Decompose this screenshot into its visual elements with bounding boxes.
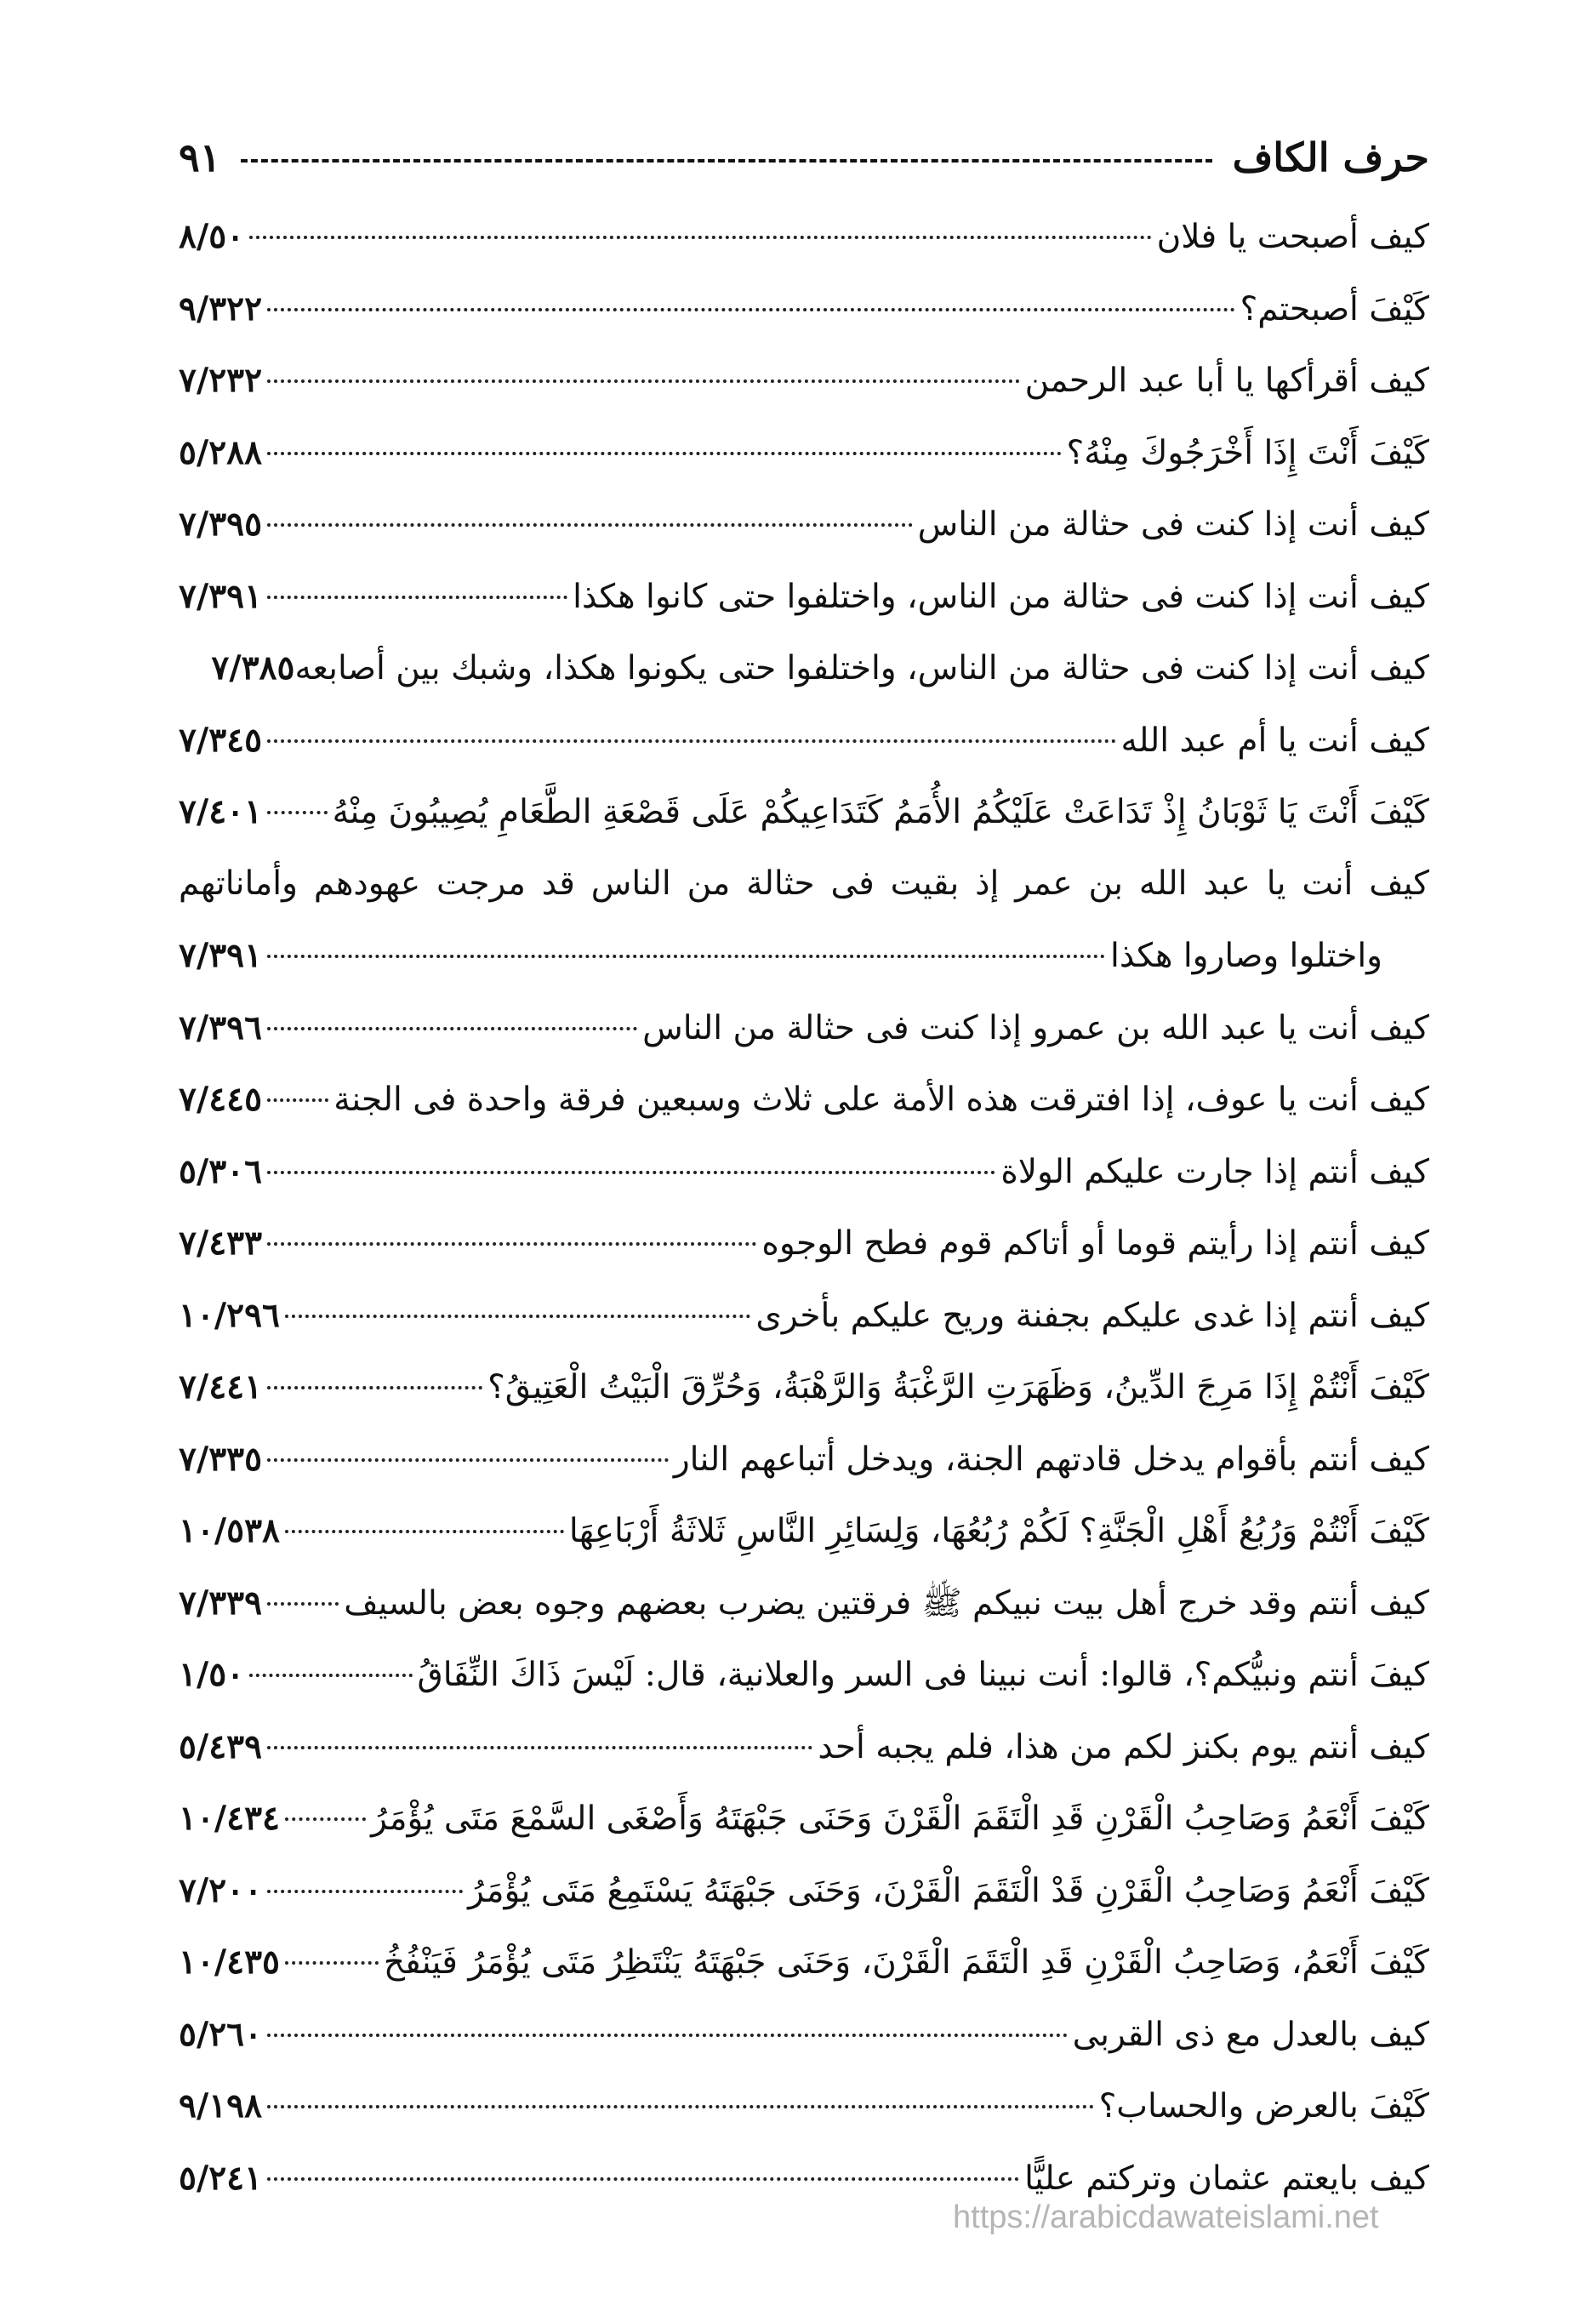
- leader-dots: [267, 523, 913, 527]
- entry-text: كَيْفَ أصبحتم؟: [1240, 289, 1429, 328]
- index-entry: [179, 992, 1429, 1064]
- leader-dots: [249, 1674, 412, 1677]
- index-entry: [179, 2070, 1429, 2142]
- entry-reference: ٥/٢٦٠: [179, 2014, 263, 2054]
- index-entry: [179, 1064, 1429, 1136]
- index-entry: [179, 1639, 1429, 1711]
- entry-text: كيف أنتم بأقوام يدخل قادتهم الجنة، ويدخل أتباعهم النار: [673, 1440, 1429, 1479]
- entry-reference: ٩/٣٢٢: [179, 288, 263, 328]
- entry-text: كيف أنت إذا كنت فى حثالة من الناس، واختلفوا حتى يكونوا هكذا، وشبك بين أصابعه: [294, 649, 1429, 687]
- leader-dots: [285, 1530, 564, 1533]
- index-entry: [179, 1136, 1429, 1208]
- entry-text: كيف أنت يا عبد الله بن عمرو إذا كنت فى حثالة من الناس: [642, 1008, 1429, 1047]
- index-entry: [179, 561, 1429, 633]
- leader-dots: [267, 1458, 669, 1462]
- entry-reference: ٧/٣٣٩: [179, 1583, 263, 1623]
- leader-dots: [285, 1817, 366, 1821]
- index-entry: [179, 1711, 1429, 1783]
- entry-text: كيف أنتم إذا جارت عليكم الولاة: [1000, 1152, 1429, 1191]
- index-entry: [179, 1926, 1429, 1999]
- index-entry: [179, 1280, 1429, 1352]
- book-page: [179, 119, 1429, 2214]
- leader-dots: [267, 2105, 1094, 2108]
- index-entry: [179, 632, 1429, 705]
- entry-reference: ٩/١٩٨: [179, 2086, 263, 2125]
- entry-text: كَيْفَ أَنْعَمُ، وَصَاحِبُ الْقَرْنِ قَدِ الْتَقَمَ الْقَرْنَ، وَحَنَى جَبْهَتَهُ يَنْتَظِرُ مَتَى يُؤْمَرُ فَيَنْفُخُ: [383, 1943, 1429, 1982]
- entry-text: واختلوا وصاروا هكذا: [1110, 937, 1382, 975]
- entry-text: كَيْفَ أَنْتَ إِذَا أَخْرَجُوكَ مِنْهُ؟: [1066, 433, 1429, 472]
- entry-reference: ٥/٢٤١: [179, 2158, 263, 2198]
- leader-dots: [267, 1386, 482, 1389]
- entry-reference: ٧/٣٤٥: [179, 720, 263, 760]
- page-number: ٩١: [179, 134, 221, 180]
- watermark-url: https://arabicdawateislami.net: [953, 2199, 1379, 2235]
- entry-reference: ٧/٢٣٢: [179, 361, 263, 400]
- index-entries: [179, 201, 1429, 2214]
- index-entry: [179, 273, 1429, 345]
- leader-dots: [267, 2034, 1068, 2037]
- leader-dots: [267, 1890, 463, 1893]
- entry-text: كيف أنت إذا كنت فى حثالة من الناس، واختلفوا حتى كانوا هكذا: [573, 577, 1429, 616]
- entry-reference: ٧/٣٩٦: [179, 1007, 263, 1047]
- index-entry-multiline: [179, 848, 1429, 992]
- entry-text: كَيْفَ أَنْعَمُ وَصَاحِبُ الْقَرْنِ قَدْ الْتَقَمَ الْقَرْنَ، وَحَنَى جَبْهَتَهُ يَسْتَمِعُ مَتَى يُؤْمَرُ: [468, 1871, 1429, 1910]
- index-entry: [179, 201, 1429, 273]
- entry-text: كيف أنت إذا كنت فى حثالة من الناس: [917, 505, 1429, 544]
- entry-text: كيف أنتم وقد خرج أهل بيت نبيكم ﷺ فرقتين يضرب بعضهم وجوه بعض بالسيف: [344, 1583, 1429, 1623]
- index-entry: [179, 345, 1429, 417]
- index-entry: [179, 1567, 1429, 1640]
- entry-text: كَيْفَ أَنْتَ يَا ثَوْبَانُ إِذْ تَدَاعَتْ عَلَيْكُمُ الأُمَمُ كَتَدَاعِيكُمْ عَلَى قَصْعَةِ الطَّعَامِ يُصِيبُونَ مِنْهُ: [332, 793, 1429, 831]
- entry-reference: ٧/٣٨٥: [211, 648, 295, 687]
- page-header: [179, 119, 1429, 196]
- entry-text: كَيْفَ أَنْعَمُ وَصَاحِبُ الْقَرْنِ قَدِ الْتَقَمَ الْقَرْنَ وَحَنَى جَبْهَتَهُ وَأَصْغَى السَّمْعَ مَتَى يُؤْمَرُ: [371, 1800, 1429, 1838]
- entry-reference: ١٠/٢٩٦: [179, 1295, 280, 1335]
- entry-reference: ١٠/٥٣٨: [179, 1511, 280, 1550]
- leader-dots: [267, 955, 1105, 958]
- entry-reference: ٧/٤٠١: [179, 792, 263, 831]
- entry-reference: ١/٥٠: [179, 1655, 245, 1694]
- index-entry: [179, 1855, 1429, 1927]
- leader-dots: [267, 739, 1116, 743]
- leader-dots: [267, 379, 1020, 383]
- entry-reference: ٧/٤٣٣: [179, 1224, 263, 1263]
- entry-text-line1: كيف أنت يا عبد الله بن عمر إذ بقيت فى حثالة من الناس قد مرجت عهودهم وأماناتهم: [179, 864, 1429, 903]
- leader-dots: [267, 1602, 339, 1606]
- leader-dots: [267, 1171, 995, 1174]
- index-entry: [179, 488, 1429, 561]
- leader-dots: [267, 1098, 328, 1102]
- entry-reference: ٧/٣٩١: [179, 576, 263, 616]
- entry-text: كَيْفَ أَنْتُمْ وَرُبُعُ أَهْلِ الْجَنَّةِ؟ لَكُمْ رُبُعُهَا، وَلِسَائِرِ النَّاسِ ثَلاثَةُ أَرْبَاعِهَا: [568, 1512, 1429, 1550]
- index-entry: [179, 1351, 1429, 1423]
- entry-text: كيف أقرأكها يا أبا عبد الرحمن: [1024, 362, 1429, 400]
- leader-dots: [267, 452, 1062, 455]
- leader-dots: [267, 1746, 812, 1749]
- entry-text: كيف أصبحت يا فلان: [1156, 218, 1429, 256]
- leader-dots: [267, 1027, 637, 1030]
- leader-dots: [249, 236, 1152, 239]
- entry-reference: ١٠/٤٣٥: [179, 1943, 280, 1982]
- entry-text: كيفَ أنتم ونبيُّكم؟، قالوا: أنت نبينا فى السر والعلانية، قال: لَيْسَ ذَاكَ النِّفَاقُ: [417, 1656, 1429, 1694]
- index-entry: [179, 1783, 1429, 1855]
- entry-reference: ٨/٥٠: [179, 217, 245, 256]
- entry-text: كيف أنتم إذا رأيتم قوما أو أتاكم قوم فطح الوجوه: [761, 1224, 1429, 1263]
- leader-dots: [267, 811, 328, 814]
- index-entry: [179, 1495, 1429, 1567]
- leader-dots: [285, 1961, 379, 1965]
- entry-reference: ٧/٣٩٥: [179, 505, 263, 544]
- index-entry: [179, 1423, 1429, 1496]
- index-entry: [179, 776, 1429, 848]
- entry-reference: ٧/٤٤١: [179, 1367, 263, 1406]
- index-entry: [179, 1207, 1429, 1280]
- header-rule: [241, 159, 1211, 163]
- entry-text: كيف أنتم يوم بكنز لكم من هذا، فلم يجبه أحد: [818, 1727, 1429, 1766]
- leader-dots: [285, 1315, 750, 1318]
- entry-text: كيف بالعدل مع ذى القربى: [1072, 2015, 1429, 2054]
- chapter-title: حرف الكاف: [1232, 134, 1429, 180]
- index-entry: [179, 1999, 1429, 2071]
- entry-text: كيف بايعتم عثمان وتركتم عليًّا: [1024, 2159, 1429, 2198]
- entry-reference: ٥/٣٠٦: [179, 1151, 263, 1191]
- entry-text: كَيْفَ بالعرض والحساب؟: [1098, 2087, 1429, 2125]
- entry-reference: ٧/٢٠٠: [179, 1870, 263, 1910]
- index-entry: [179, 705, 1429, 777]
- entry-text: كَيْفَ أَنْتُمْ إِذَا مَرِجَ الدِّينُ، وَظَهَرَتِ الرَّغْبَةُ وَالرَّهْبَةُ، وَحُرِّقَ الْبَيْتُ الْعَتِيقُ؟: [487, 1368, 1429, 1406]
- entry-reference: ٥/٢٨٨: [179, 432, 263, 472]
- index-entry: [179, 417, 1429, 489]
- entry-text: كيف أنت يا أم عبد الله: [1120, 721, 1429, 760]
- entry-reference: ٧/٣٩١: [179, 936, 263, 975]
- entry-line2: [179, 920, 1429, 992]
- leader-dots: [267, 1242, 756, 1246]
- entry-reference: ٧/٣٣٥: [179, 1439, 263, 1479]
- entry-text: كيف أنت يا عوف، إذا افترقت هذه الأمة على ثلاث وسبعين فرقة واحدة فى الجنة: [333, 1081, 1429, 1119]
- entry-reference: ٧/٤٤٥: [179, 1080, 263, 1119]
- leader-dots: [267, 596, 567, 599]
- leader-dots: [267, 308, 1235, 311]
- leader-dots: [267, 2177, 1019, 2181]
- entry-reference: ١٠/٤٣٤: [179, 1799, 280, 1838]
- entry-text: كيف أنتم إذا غدى عليكم بجفنة وريح عليكم بأخرى: [755, 1296, 1429, 1335]
- entry-reference: ٥/٤٣٩: [179, 1726, 263, 1766]
